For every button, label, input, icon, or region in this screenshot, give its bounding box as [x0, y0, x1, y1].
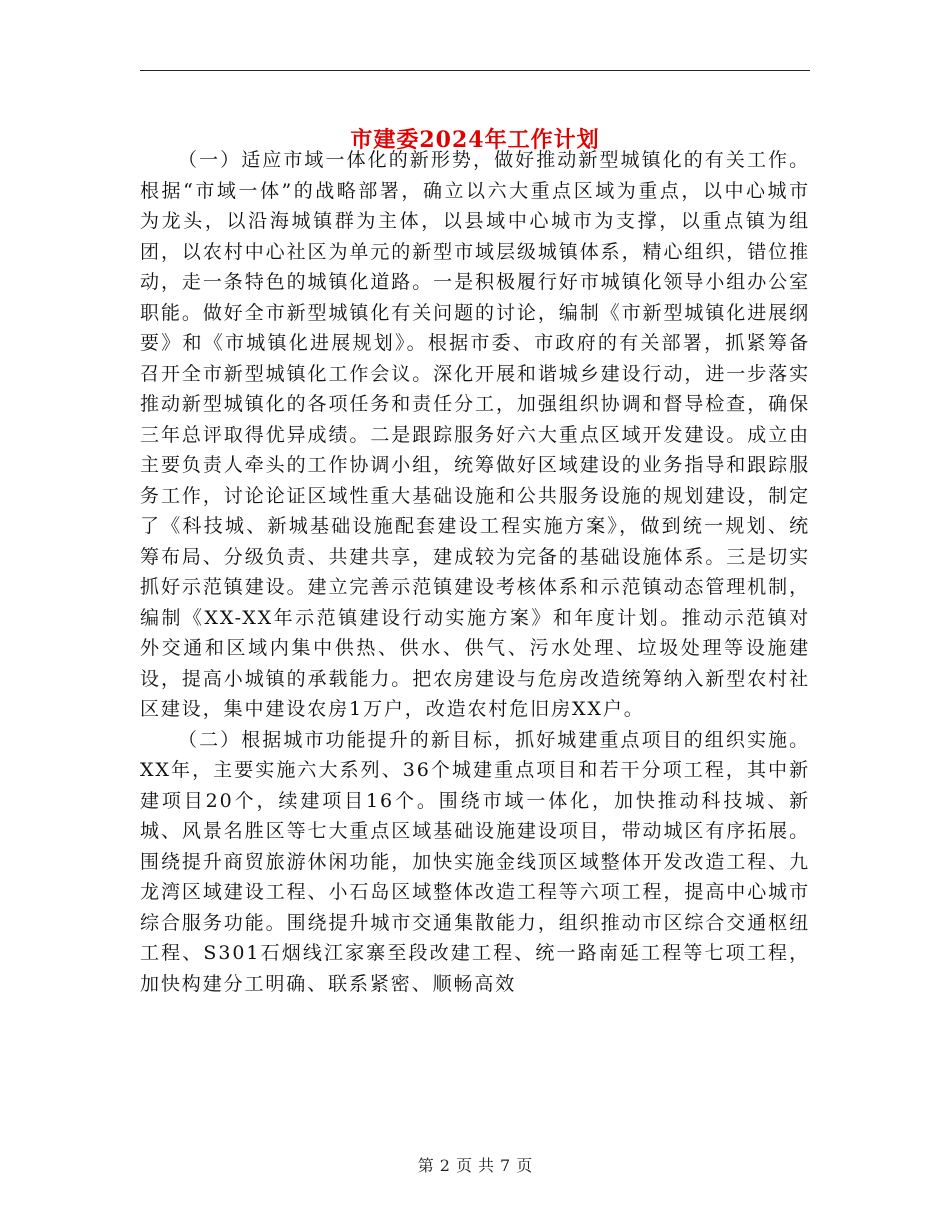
document-body [140, 145, 810, 999]
header-rule [140, 70, 810, 71]
document-title: 市建委2024年工作计划 [350, 126, 600, 153]
total-pages-number: 7 [500, 1156, 511, 1175]
footer-total-prefix: 共 [478, 1156, 495, 1175]
current-page-number: 2 [439, 1156, 450, 1175]
page-number-footer [0, 1155, 950, 1177]
footer-suffix: 页 [516, 1156, 533, 1175]
paragraph-2: （二）根据城市功能提升的新目标，抓好城建重点项目的组织实施。XX年，主要实施六大系列、36个城建重点项目和若干分项工程，其中新建项目20个，续建项目16个。围绕市域一体化，加快推动科技城、新城、风景名胜区等七大重点区域基础设施建设项目，带动城区有序拓展。围绕提升商贸旅游休闲功能，加快实施金线顶区域整体开发改造工程、九龙湾区域建设工程、小石岛区域整体改造工程等六项工程，提高中心城市综合服务功能。围绕提升城市交通集散能力，组织推动市区综合交通枢纽工程、S301石烟线江家寨至段改建工程、统一路南延工程等七项工程，加快构建分工明确、联系紧密、顺畅高效 [140, 728, 810, 995]
paragraph-1: （一）适应市域一体化的新形势，做好推动新型城镇化的有关工作。根据“市域一体”的战略部署，确立以六大重点区域为重点，以中心城市为龙头，以沿海城镇群为主体，以县域中心城市为支撑，以重点镇为组团，以农村中心社区为单元的新型市域层级城镇体系，精心组织，错位推动，走一条特色的城镇化道路。一是积极履行好市城镇化领导小组办公室职能。做好全市新型城镇化有关问题的讨论，编制《市新型城镇化进展纲要》和《市城镇化进展规划》。根据市委、市政府的有关部署，抓紧筹备召开全市新型城镇化工作会议。深化开展和谐城乡建设行动，进一步落实推动新型城镇化的各项任务和责任分工，加强组织协调和督导检查，确保三年总评取得优异成绩。二是跟踪服务好六大重点区域开发建设。成立由主要负责人牵头的工作协调小组，统筹做好区域建设的业务指导和跟踪服务工作，讨论论证区域性重大基础设施和公共服务设施的规划建设，制定了《科技城、新城基础设施配套建设工程实施方案》，做到统一规划、统筹布局、分级负责、共建共享，建成较为完备的基础设施体系。三是切实抓好示范镇建设。建立完善示范镇建设考核体系和示范镇动态管理机制，编制《XX-XX年示范镇建设行动实施方案》和年度计划。推动示范镇对外交通和区域内集中供热、供水、供气、污水处理、垃圾处理等设施建设，提高小城镇的承载能力。把农房建设与危房改造统筹纳入新型农村社区建设，集中建设农房1万户，改造农村危旧房XX户。 [140, 149, 810, 720]
footer-page-word: 页 [455, 1156, 472, 1175]
footer-prefix: 第 [417, 1156, 434, 1175]
